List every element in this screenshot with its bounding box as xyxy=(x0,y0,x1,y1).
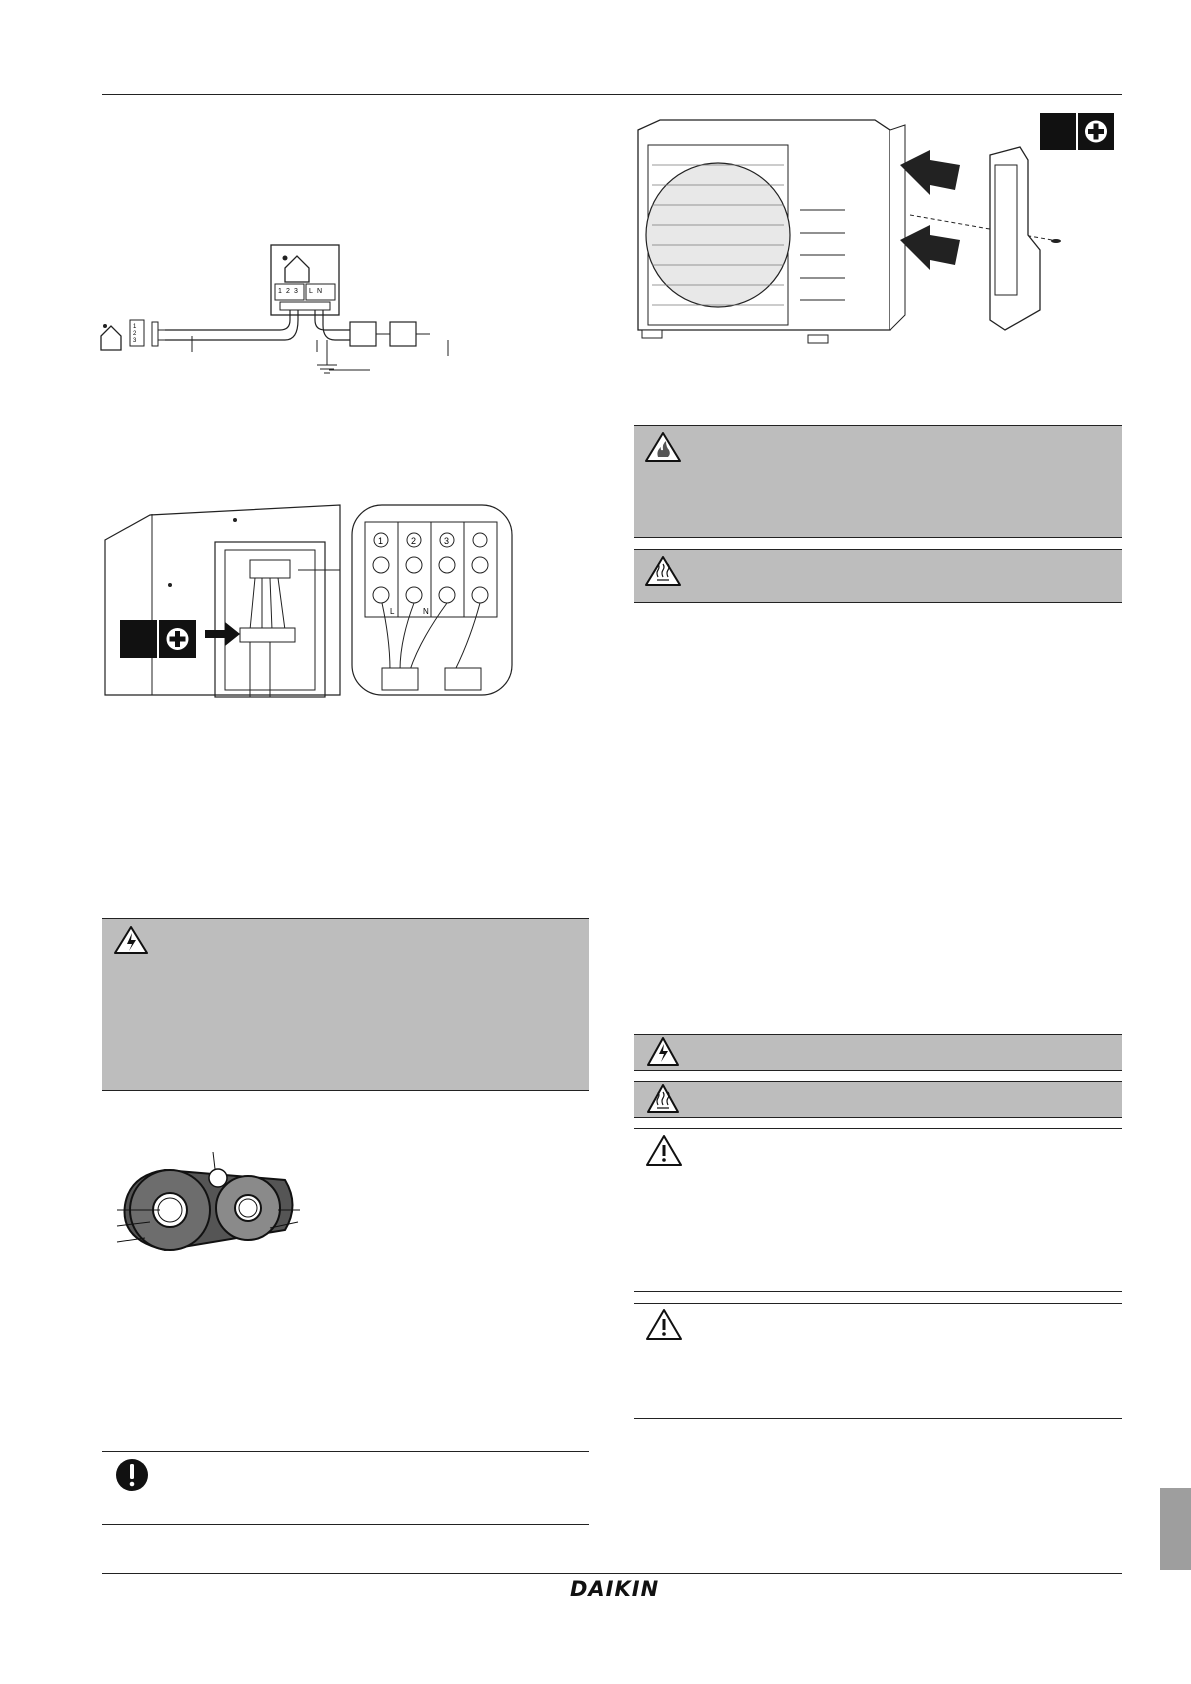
terminal-number: 1 xyxy=(378,536,384,546)
header-rule xyxy=(102,94,1122,95)
tool-badge-blank xyxy=(120,620,157,658)
warning-box-flammable xyxy=(634,425,1122,538)
brand-logo: DAIKIN xyxy=(570,1577,660,1601)
notice-box-bottom-rule xyxy=(102,1524,589,1525)
electric-hazard-icon xyxy=(634,1035,692,1070)
flammable-icon xyxy=(634,426,692,537)
terminal-closeup-illustration xyxy=(100,500,520,700)
footer-rule xyxy=(102,1573,1122,1574)
caution-box-1-bottom-rule xyxy=(634,1291,1122,1292)
caution-icon xyxy=(644,1307,684,1343)
terminal-label: L xyxy=(309,288,313,295)
tool-badge-blank xyxy=(1040,113,1076,150)
wiring-schematic xyxy=(95,240,455,405)
terminal-label: 2 xyxy=(133,331,137,337)
side-tab xyxy=(1160,1488,1191,1570)
terminal-number: 2 xyxy=(411,536,417,546)
caution-box-1-top-rule xyxy=(634,1128,1122,1129)
caution-box-2-top-rule xyxy=(634,1303,1122,1304)
electric-hazard-icon xyxy=(102,919,160,1090)
outdoor-unit-service-cover-illustration xyxy=(630,115,1110,360)
terminal-bottom-label: N xyxy=(423,607,429,616)
notice-box-top-rule xyxy=(102,1451,589,1452)
warning-box-electric xyxy=(102,918,589,1091)
notice-icon xyxy=(112,1455,152,1495)
terminal-label: 3 xyxy=(294,288,298,295)
terminal-label: 3 xyxy=(133,338,137,344)
hot-surface-icon xyxy=(634,550,692,602)
warning-box-hot-surface-small xyxy=(634,1081,1122,1118)
caution-box-2-bottom-rule xyxy=(634,1418,1122,1419)
hot-surface-icon xyxy=(634,1082,692,1117)
warning-box-hot-surface xyxy=(634,549,1122,603)
tool-badge-right xyxy=(1040,113,1114,150)
terminal-label: 1 xyxy=(133,324,137,330)
terminal-label: 2 xyxy=(286,288,290,295)
caution-icon xyxy=(644,1133,684,1169)
terminal-label: 1 xyxy=(278,288,282,295)
phillips-screwdriver-icon xyxy=(159,620,196,658)
terminal-label: N xyxy=(317,288,323,295)
phillips-screwdriver-icon xyxy=(1078,113,1114,150)
tool-badge-left xyxy=(120,620,196,658)
terminal-number: 3 xyxy=(444,536,450,546)
pipe-insulation-diagram xyxy=(115,1160,305,1260)
warning-box-electric-small xyxy=(634,1034,1122,1071)
terminal-bottom-label: L xyxy=(390,607,395,616)
